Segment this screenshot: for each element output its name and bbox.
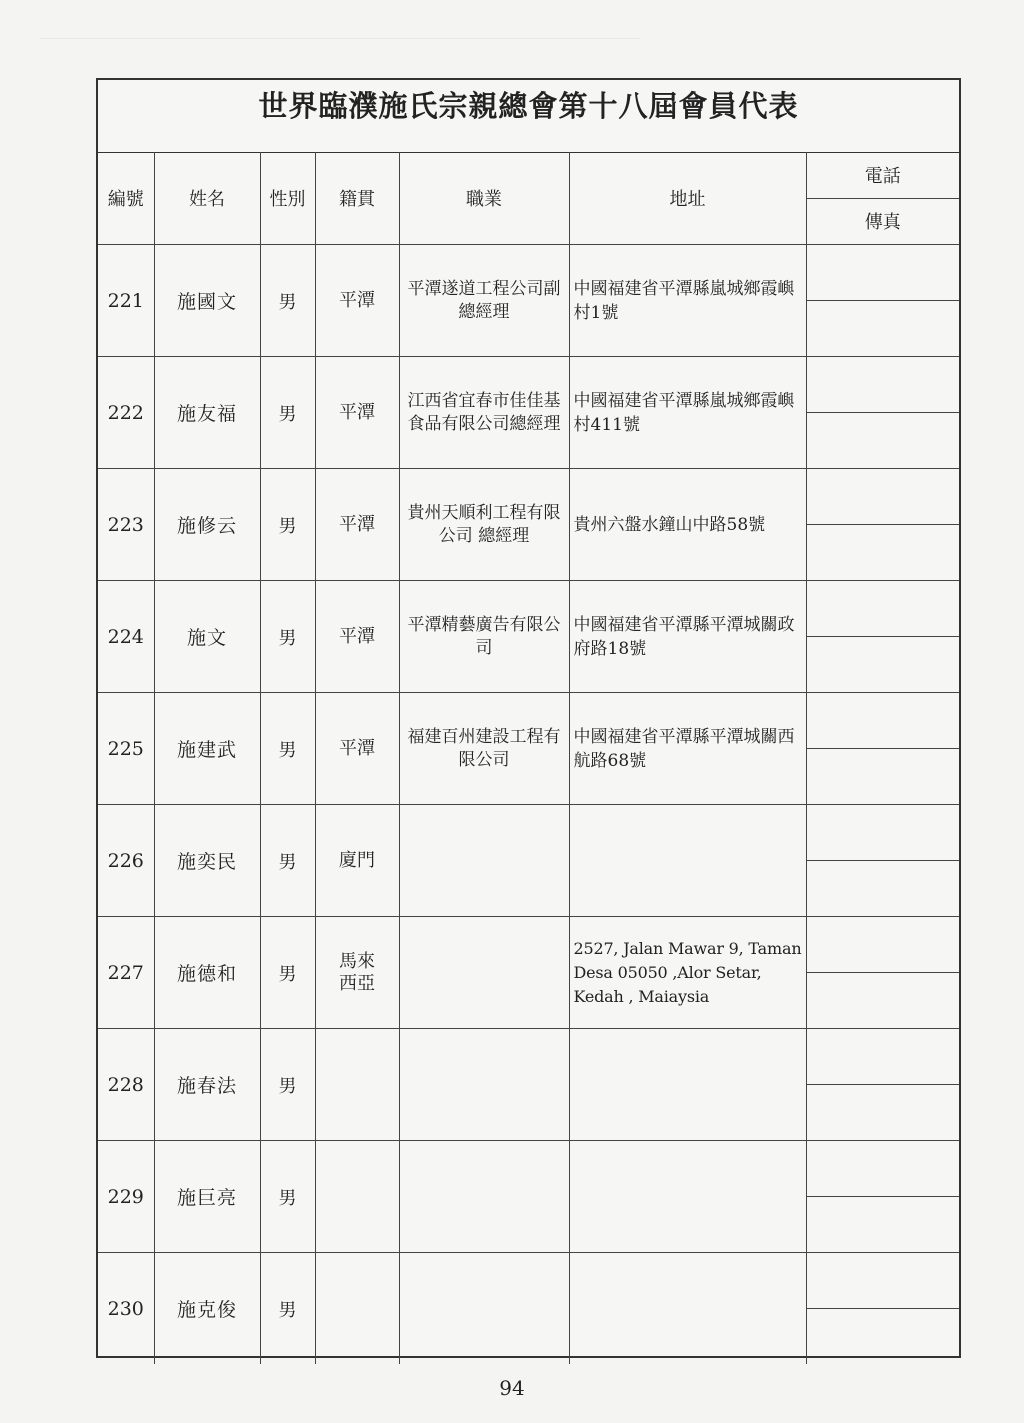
- table-row: [98, 581, 959, 693]
- cell-origin: 平潭: [315, 245, 399, 357]
- cell-contact: [806, 917, 959, 1029]
- cell-contact: [806, 245, 959, 357]
- cell-address: 中國福建省平潭縣平潭城關西航路68號: [569, 693, 806, 805]
- cell-occupation: 福建百州建設工程有限公司: [399, 693, 569, 805]
- cell-name: 施德和: [154, 917, 260, 1029]
- cell-origin: [315, 1141, 399, 1253]
- cell-no: 224: [98, 581, 154, 693]
- header-no: 編號: [98, 152, 154, 245]
- origin-text: 馬來西亞: [339, 950, 375, 994]
- cell-no: 222: [98, 357, 154, 469]
- cell-phone: [807, 693, 960, 748]
- cell-origin: [315, 917, 399, 1029]
- cell-address: 2527, Jalan Mawar 9, Taman Desa 05050 ,Alor Setar, Kedah , Maiaysia: [569, 917, 806, 1029]
- cell-fax: [807, 524, 960, 580]
- cell-address: 中國福建省平潭縣嵐城鄉霞嶼村411號: [569, 357, 806, 469]
- cell-name: 施建武: [154, 693, 260, 805]
- cell-occupation: [399, 1141, 569, 1253]
- table-row: [98, 693, 959, 805]
- cell-occupation: [399, 917, 569, 1029]
- cell-no: 226: [98, 805, 154, 917]
- cell-name: 施友福: [154, 357, 260, 469]
- cell-fax: [807, 972, 960, 1028]
- table-row: [98, 469, 959, 581]
- cell-name: 施奕民: [154, 805, 260, 917]
- page-title: 世界臨濮施氏宗親總會第十八屆會員代表: [98, 80, 959, 153]
- cell-fax: [807, 1308, 960, 1364]
- cell-occupation: [399, 1029, 569, 1141]
- cell-address: 中國福建省平潭縣嵐城鄉霞嶼村1號: [569, 245, 806, 357]
- cell-phone: [807, 1141, 960, 1196]
- header-sex: 性別: [260, 152, 315, 245]
- cell-origin: 廈門: [315, 805, 399, 917]
- cell-fax: [807, 1084, 960, 1140]
- cell-sex: 男: [260, 581, 315, 693]
- cell-origin: [315, 1253, 399, 1365]
- roster-sheet: [96, 78, 961, 1358]
- cell-no: 230: [98, 1253, 154, 1365]
- header-occupation: 職業: [399, 152, 569, 245]
- cell-address: [569, 1029, 806, 1141]
- header-origin: 籍貫: [315, 152, 399, 245]
- cell-fax: [807, 412, 960, 468]
- cell-sex: 男: [260, 245, 315, 357]
- cell-name: 施春法: [154, 1029, 260, 1141]
- cell-origin: [315, 1029, 399, 1141]
- cell-contact: [806, 357, 959, 469]
- cell-no: 225: [98, 693, 154, 805]
- cell-name: 施文: [154, 581, 260, 693]
- scan-artifact: [40, 38, 640, 39]
- cell-occupation: [399, 805, 569, 917]
- cell-contact: [806, 693, 959, 805]
- table-row: [98, 1141, 959, 1253]
- table-row: [98, 357, 959, 469]
- cell-no: 229: [98, 1141, 154, 1253]
- cell-origin: 平潭: [315, 357, 399, 469]
- header-address: 地址: [569, 152, 806, 245]
- cell-address: 貴州六盤水鐘山中路58號: [569, 469, 806, 581]
- cell-origin: 平潭: [315, 469, 399, 581]
- cell-sex: 男: [260, 805, 315, 917]
- cell-sex: 男: [260, 693, 315, 805]
- cell-origin: 平潭: [315, 693, 399, 805]
- cell-contact: [806, 469, 959, 581]
- cell-origin: 平潭: [315, 581, 399, 693]
- cell-occupation: 平潭遂道工程公司副總經理: [399, 245, 569, 357]
- cell-contact: [806, 805, 959, 917]
- header-fax: 傳真: [807, 198, 960, 245]
- member-table: [98, 152, 959, 1364]
- cell-fax: [807, 1196, 960, 1252]
- cell-phone: [807, 469, 960, 524]
- cell-phone: [807, 357, 960, 412]
- cell-name: 施國文: [154, 245, 260, 357]
- cell-contact: [806, 581, 959, 693]
- cell-phone: [807, 805, 960, 860]
- cell-phone: [807, 1029, 960, 1084]
- cell-sex: 男: [260, 1253, 315, 1365]
- cell-contact: [806, 1253, 959, 1365]
- cell-sex: 男: [260, 469, 315, 581]
- cell-phone: [807, 581, 960, 636]
- table-row: [98, 1253, 959, 1365]
- cell-address: [569, 805, 806, 917]
- header-contact: [806, 152, 959, 245]
- cell-fax: [807, 636, 960, 692]
- cell-address: [569, 1253, 806, 1365]
- cell-occupation: [399, 1253, 569, 1365]
- cell-sex: 男: [260, 1029, 315, 1141]
- cell-name: 施巨亮: [154, 1141, 260, 1253]
- table-row: [98, 245, 959, 357]
- cell-name: 施克俊: [154, 1253, 260, 1365]
- cell-phone: [807, 917, 960, 972]
- cell-no: 228: [98, 1029, 154, 1141]
- cell-no: 221: [98, 245, 154, 357]
- cell-sex: 男: [260, 917, 315, 1029]
- cell-no: 227: [98, 917, 154, 1029]
- header-phone: 電話: [864, 165, 901, 187]
- table-header: [98, 152, 959, 245]
- table-row: [98, 1029, 959, 1141]
- table-row: [98, 805, 959, 917]
- cell-occupation: 江西省宜春市佳佳基食品有限公司總經理: [399, 357, 569, 469]
- cell-fax: [807, 300, 960, 356]
- cell-occupation: 貴州天順利工程有限公司 總經理: [399, 469, 569, 581]
- cell-address: [569, 1141, 806, 1253]
- header-name: 姓名: [154, 152, 260, 245]
- cell-fax: [807, 860, 960, 916]
- cell-address: 中國福建省平潭縣平潭城關政府路18號: [569, 581, 806, 693]
- cell-phone: [807, 1253, 960, 1308]
- cell-no: 223: [98, 469, 154, 581]
- cell-phone: [807, 245, 960, 300]
- cell-sex: 男: [260, 1141, 315, 1253]
- cell-sex: 男: [260, 357, 315, 469]
- cell-contact: [806, 1141, 959, 1253]
- cell-name: 施修云: [154, 469, 260, 581]
- page-number: 94: [499, 1376, 525, 1400]
- table-row: [98, 917, 959, 1029]
- cell-contact: [806, 1029, 959, 1141]
- cell-occupation: 平潭精藝廣告有限公司: [399, 581, 569, 693]
- cell-fax: [807, 748, 960, 804]
